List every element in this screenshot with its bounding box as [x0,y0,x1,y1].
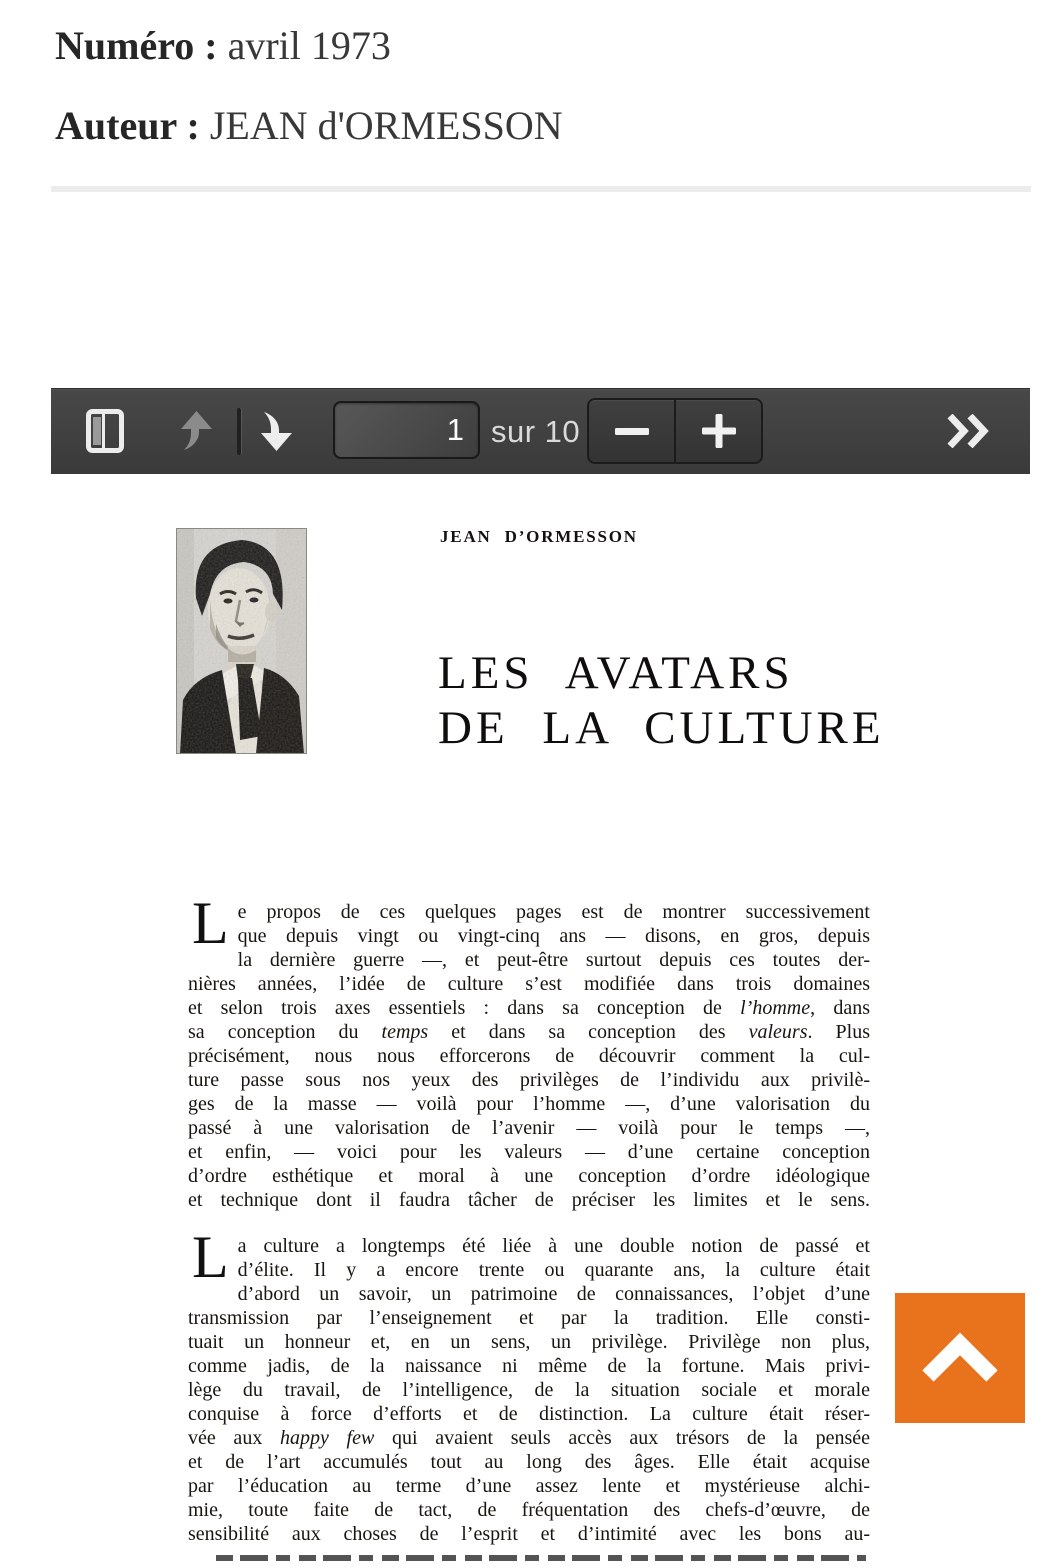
text-line: sa conception du temps et dans sa conception des valeurs. Plus [188,1021,871,1043]
arrow-down-icon [255,409,299,453]
text-line: et selon trois axes essentiels : dans sa conception de l’homme, dans [188,997,870,1019]
text-line: sensibilité aux choses de l’esprit et d’intimité avec les bons au- [188,1523,870,1545]
minus-icon [612,413,652,449]
text-line: ges de la masse — voilà pour l’homme —, d’une valorisation du [188,1093,870,1115]
paragraph [188,1224,870,1546]
text-line: la dernière guerre —, et peut-être surtout depuis ces toutes der- [237,949,870,971]
plus-icon [699,412,739,450]
zoom-in-button[interactable] [675,398,763,464]
text-line: tuait un honneur et, en un sens, un privilège. Privilège non plus, [188,1331,870,1353]
drop-cap: L [192,1224,229,1290]
portrait-image [176,528,307,754]
author-photo [176,528,307,754]
scroll-to-top-button[interactable] [895,1293,1025,1423]
previous-page-button[interactable] [169,401,225,461]
numero-label: Numéro : [55,23,218,68]
text-line: transmission par l’enseignement et par la tradition. Elle consti- [188,1307,870,1329]
text-line: que depuis vingt ou vingt-cinq ans — disons, en gros, depuis [237,925,870,947]
numero-line [55,22,391,70]
sidebar-toggle-icon [86,409,124,453]
text-line: ture passe sous nos yeux des privilèges de l’individu aux privilè- [188,1069,870,1091]
auteur-line [55,102,563,150]
article-title-line1: LES AVATARS [438,647,794,699]
text-line: vée aux happy few qui avaient seuls accès aux trésors de la pensée [188,1427,870,1449]
text-line: d’ordre esthétique et moral à une conception d’ordre idéologique [188,1165,870,1187]
zoom-controls [587,398,763,464]
chevron-up-icon [895,1293,1025,1423]
page-count-label: sur 10 [491,413,581,449]
toolbar-separator [237,408,241,455]
article-title-line2: DE LA CULTURE [438,702,885,754]
text-line: précisément, nous nous efforcerons de découvrir comment la cul- [188,1045,870,1067]
text-line: par l’éducation au terme d’une assez lente et mystérieuse alchi- [188,1475,870,1497]
text-line: lège du travail, de l’intelligence, de la situation sociale et morale [188,1379,870,1401]
zoom-out-button[interactable] [587,398,675,464]
text-line: et de l’art accumulés tout au long des âges. Elle était acquise [188,1451,870,1473]
numero-value: avril 1973 [227,23,391,68]
page-number-input[interactable] [333,401,480,459]
text-line: mie, toute faite de tact, de fréquentation des chefs-d’œuvre, de [188,1499,870,1521]
text-line: d’abord un savoir, un patrimoine de connaissances, l’objet d’une [237,1283,870,1305]
secondary-toolbar-button[interactable] [940,401,996,461]
clipped-text-line [216,1554,866,1561]
text-line: et technique dont il faudra tâcher de préciser les limites et le sens. [188,1189,870,1211]
double-chevron-right-icon [945,414,991,448]
text-line: passé à une valorisation de l’avenir — voilà pour le temps —, [188,1117,870,1139]
paragraph [188,890,871,1212]
text-line: d’élite. Il y a encore trente ou quarante ans, la culture était [237,1259,870,1281]
article-body [188,890,871,1568]
article-author: JEAN D’ORMESSON [440,527,638,546]
header-divider [51,186,1031,192]
auteur-label: Auteur : [55,103,200,148]
text-line: conquise à force d’efforts et de distinction. La culture était réser- [188,1403,870,1425]
toggle-sidebar-button[interactable] [77,401,133,461]
arrow-up-icon [175,409,219,453]
text-line: et enfin, — voici pour les valeurs — d’une certaine conception [188,1141,870,1163]
pdf-toolbar [51,388,1030,474]
text-line: e propos de ces quelques pages est de montrer successivement [237,901,870,923]
drop-cap: L [192,890,229,956]
next-page-button[interactable] [249,401,305,461]
text-line: comme jadis, de la naissance ni même de la fortune. Mais privi- [188,1355,870,1377]
text-line: nières années, l’idée de culture s’est modifiée dans trois domaines [188,973,870,995]
text-line: a culture a longtemps été liée à une double notion de passé et [237,1235,870,1257]
clipped-text-marks [216,1555,866,1561]
auteur-value: JEAN d'ORMESSON [209,103,563,148]
